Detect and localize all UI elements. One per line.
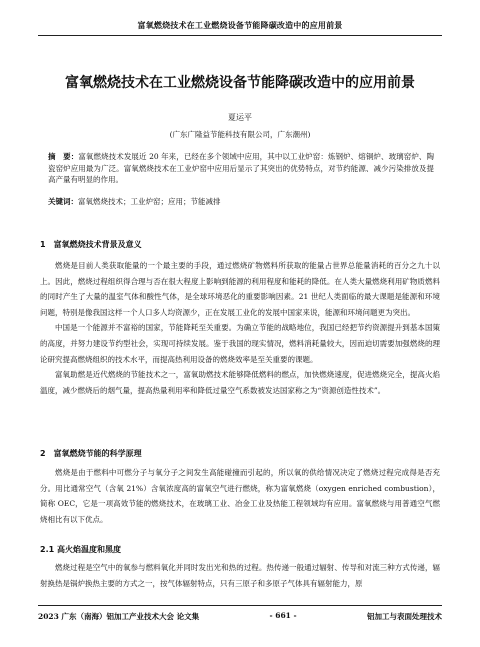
keywords — [48, 196, 434, 208]
paragraph: 燃烧过程是空气中的氧参与燃料氧化并同时发出光和热的过程。热传递一般通过辐射、传导和对流三种方式传递，辐射换热是锅炉换热主要的方式之一，按气体辐射特点，只有三原子和多原子气体具有辐射能力，原 — [40, 563, 440, 588]
footer-rule — [38, 605, 442, 606]
paper-title: 富氧燃烧技术在工业燃烧设备节能降碳改造中的应用前景 — [65, 75, 415, 91]
section-2-1 — [40, 544, 440, 591]
keywords-text: 富氧燃烧技术；工业炉窑；应用；节能减排 — [78, 197, 221, 206]
footer-right: 铝加工与表面处理技术 — [367, 612, 442, 621]
section-1 — [40, 239, 440, 398]
subsection-heading: 2.1 高火焰温度和黑度 — [40, 545, 121, 554]
paragraph: 燃烧是目前人类获取能量的一个最主要的手段，通过燃烧矿物燃料所获取的能量占世界总能量消耗的百分之九十以上。因此，燃烧过程组织得合理与否在很大程度上影响到能源的利用程度和能耗的降低。在人类大量燃烧利用矿物质燃料的同时产生了大量的温室气体和酸性气体，是全球环境恶化的重要影响因素。21 世纪人类面临的最大课题是能源和环境问题，特别是像我国这样一个人口多人均资源少，正在发展工业化的发展中国家来说，能源和环境问题更为突出。 — [40, 261, 440, 317]
page-number: - 661 - — [269, 611, 297, 620]
running-head: 富氧燃烧技术在工业燃烧设备节能降碳改造中的应用前景 — [137, 20, 343, 30]
footer-left: 2023 广东（南海）铝加工产业技术大会 论文集 — [38, 612, 200, 621]
abstract-label: 摘 要： — [48, 152, 79, 161]
author: 夏运平 — [228, 113, 252, 122]
header-rule — [38, 35, 442, 36]
abstract — [48, 151, 434, 186]
keywords-label: 关键词： — [48, 197, 78, 206]
section-heading: 2 富氧燃烧节能的科学原理 — [40, 449, 142, 458]
abstract-text: 富氧燃烧技术发展近 20 年来，已经在多个领域中应用，其中以工业炉窑：炼钢炉、熔铜炉、玻璃窑炉、陶瓷窑炉应用最为广泛。富氧燃烧技术在工业炉窑中应用后显示了其突出的优势特点，对节约能源、减少污染排放及提高产量有明显的作用。 — [48, 152, 435, 184]
section-heading: 1 富氧燃烧技术背景及意义 — [40, 240, 142, 249]
footer — [38, 611, 442, 622]
section-2 — [40, 448, 440, 527]
affiliation: (广东广隆益节能科技有限公司，广东潮州) — [169, 130, 311, 139]
paragraph: 中国是一个能源并不富裕的国家，节能降耗至关重要。为确立节能的战略地位，我国已经把节约资源提升到基本国策的高度，并努力建设节约型社会，实现可持续发展。鉴于我国的现实情况，燃料消耗量较大，因而迫切需要加强燃烧的理论研究提高燃烧组织的技术水平，而提高热利用设备的燃烧效率是至关重要的课题。 — [40, 323, 440, 364]
paragraph: 富氧助燃是近代燃烧的节能技术之一，富氧助燃技术能够降低燃料的燃点，加快燃烧速度，促进燃烧完全，提高火焰温度，减少燃烧后的烟气量，提高热量利用率和降低过量空气系数被发达国家称之为“资源创造性技术”。 — [40, 370, 440, 395]
paragraph: 燃烧是由于燃料中可燃分子与氧分子之间发生高能碰撞而引起的，所以氧的供给情况决定了燃烧过程完成得是否充分。用比通常空气（含氧 21%）含氧浓度高的富氧空气进行燃烧，称为富氧燃烧（oxygen enriched combustion），简称 OEC，它是一项高效节能的燃烧技术，在玻璃工业、冶金工业及热能工程领域均有应用。富氧燃烧与用普通空气燃烧相比有以下优点。 — [40, 468, 440, 524]
